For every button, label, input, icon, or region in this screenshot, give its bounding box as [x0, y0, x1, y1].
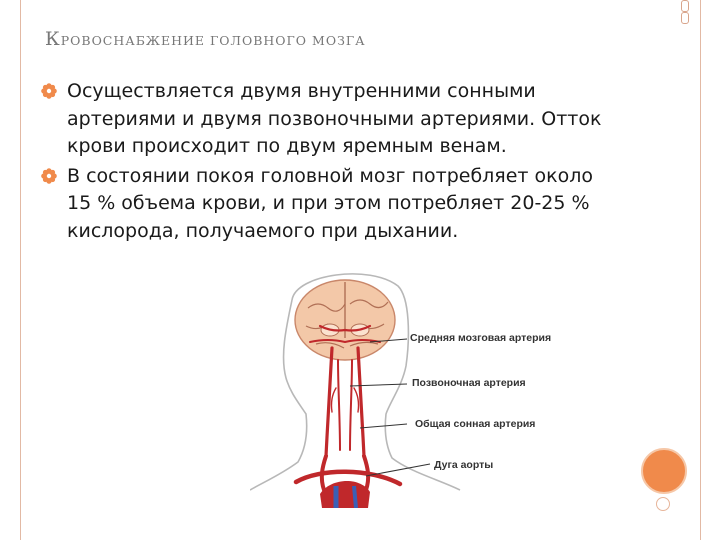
title-first-letter: К: [45, 28, 61, 50]
orange-circle-decoration: [641, 448, 687, 494]
title-rest: РОВОСНАБЖЕНИЕ ГОЛОВНОГО МОЗГА: [60, 33, 366, 48]
label-aortic-arch: Дуга аорты: [434, 459, 494, 471]
aortic-arch-heart: [320, 481, 370, 508]
bullet-item: [41, 78, 621, 161]
bullet-text: В состоянии покоя головной мозг потребляет около 15 % объема крови, и при этом потребляет 20-25 % кислорода, получаемого при дыхании.: [67, 164, 594, 242]
chain-link: [681, 12, 689, 24]
slide-title: [45, 28, 366, 50]
chain-link: [681, 0, 689, 12]
label-middle-cerebral-artery: Средняя мозговая артерия: [410, 332, 552, 344]
frame-line-left: [20, 0, 21, 540]
brain: [295, 280, 395, 360]
bullet-text: Осуществляется двумя внутренними сонными артериями и двумя позвоночными артериями. Отток крови происходит по двум яремным венам.: [67, 80, 602, 157]
bullet-item: [41, 163, 621, 246]
small-circle-decoration: [656, 497, 670, 511]
bullet-list: [41, 78, 621, 247]
label-common-carotid-artery: Общая сонная артерия: [415, 418, 536, 430]
gear-flower-icon: [41, 168, 57, 184]
label-vertebral-artery: Позвоночная артерия: [412, 377, 526, 389]
frame-line-right: [700, 0, 701, 540]
gear-flower-icon: [41, 83, 57, 99]
